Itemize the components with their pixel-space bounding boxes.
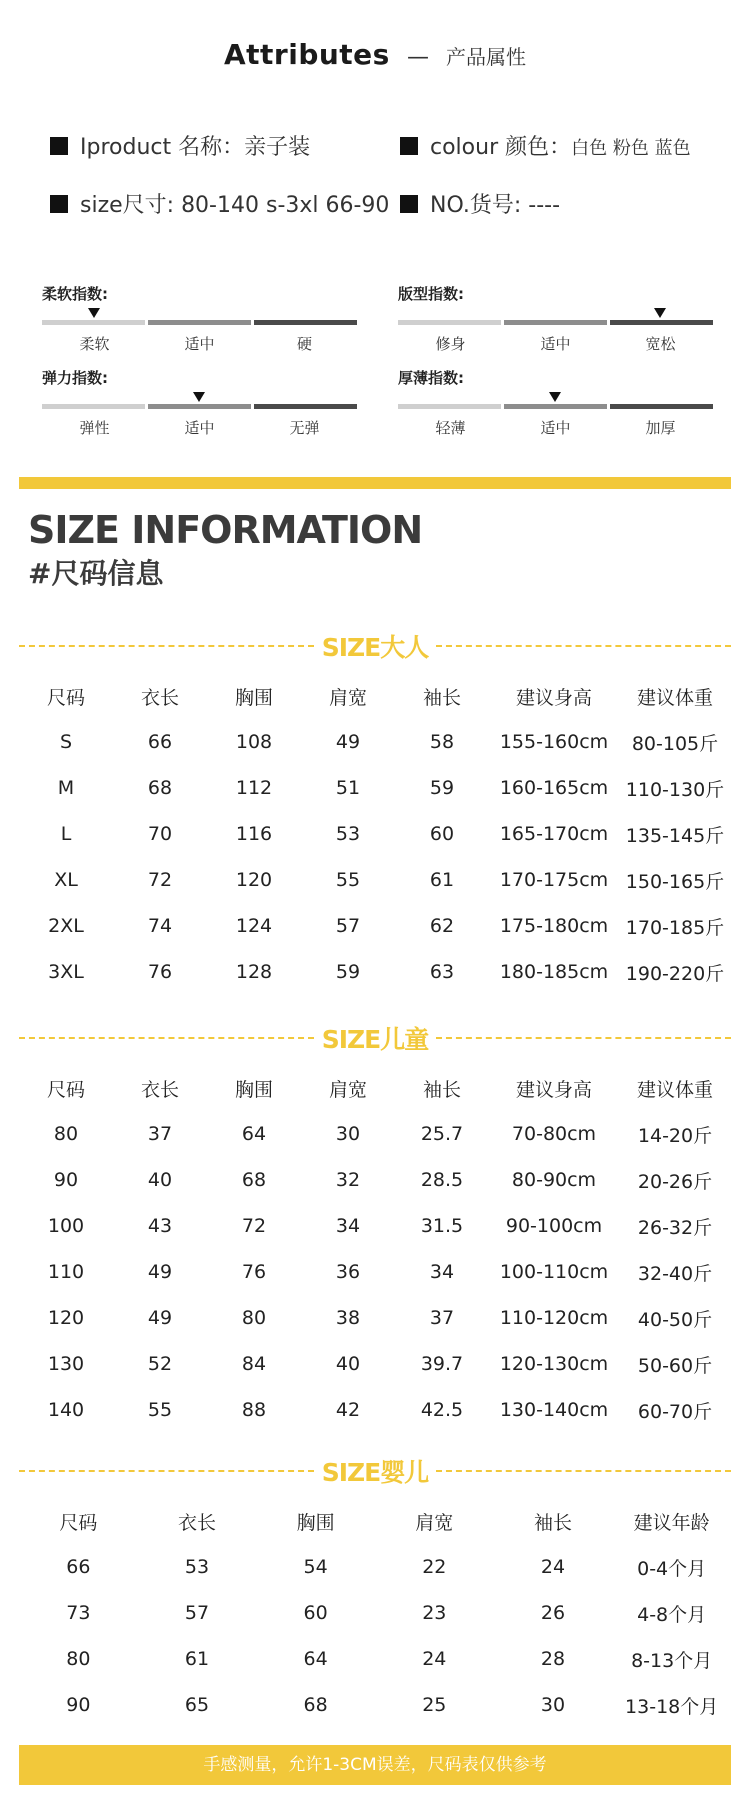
baby-size-table — [19, 1498, 731, 1728]
table-row — [19, 1387, 731, 1433]
table-cell: L — [60, 823, 72, 845]
table-cell: 55 — [335, 869, 361, 891]
table-cell: 120 — [235, 869, 273, 891]
table-cell: 120-130cm — [499, 1353, 609, 1375]
attribute-product-text: Iproduct 名称：亲子装 — [80, 135, 311, 160]
table-cell: 65 — [184, 1694, 210, 1716]
table-cell: 135-145斤 — [625, 824, 725, 847]
measurement-note-bar: 手感测量，允许1-3CM误差，尺码表仅供参考 — [19, 1745, 731, 1785]
table-cell: 63 — [429, 961, 455, 983]
table-header-cell: 胸围 — [296, 1511, 335, 1534]
table-header-cell: 胸围 — [234, 1078, 273, 1101]
index-fit — [398, 283, 713, 353]
table-header-cell: 建议体重 — [636, 686, 713, 709]
table-cell: 8-13个月 — [631, 1649, 713, 1672]
index-label: 厚薄指数: — [398, 369, 464, 387]
index-thickness — [398, 367, 713, 437]
attribute-colour-values: 白色 粉色 蓝色 — [571, 138, 691, 159]
table-cell: 26-32斤 — [637, 1216, 713, 1239]
attribute-number-text: NO.货号: ---- — [430, 193, 561, 218]
section-divider-child — [19, 1023, 731, 1053]
table-cell: 155-160cm — [499, 731, 609, 753]
table-cell: 90-100cm — [505, 1215, 603, 1237]
attribute-size — [50, 188, 389, 219]
table-row — [19, 811, 731, 857]
table-cell: 110 — [47, 1261, 85, 1283]
table-header-cell: 肩宽 — [415, 1511, 454, 1534]
table-header-cell: 尺码 — [46, 1078, 85, 1101]
table-cell: 52 — [147, 1353, 173, 1375]
index-option: 轻薄 — [435, 419, 466, 437]
index-option: 适中 — [540, 335, 571, 353]
table-row — [19, 1111, 731, 1157]
table-cell: 54 — [303, 1556, 328, 1578]
attributes-title-dash: — — [406, 45, 429, 70]
table-header-cell: 袖长 — [422, 1078, 461, 1101]
table-cell: 28.5 — [420, 1169, 464, 1191]
table-cell: M — [57, 777, 75, 799]
selected-marker-icon — [88, 308, 100, 318]
table-cell: 80 — [241, 1307, 267, 1329]
index-option: 修身 — [435, 335, 466, 353]
table-cell: 59 — [429, 777, 455, 799]
table-cell: 190-220斤 — [625, 962, 725, 985]
table-row — [19, 1295, 731, 1341]
table-cell: 43 — [147, 1215, 173, 1237]
attributes-title — [0, 38, 750, 71]
index-option: 适中 — [184, 419, 215, 437]
section-label-baby: SIZE婴儿 — [321, 1458, 429, 1487]
table-row — [19, 1157, 731, 1203]
child-size-table — [19, 1065, 731, 1433]
table-cell: 30 — [335, 1123, 361, 1145]
index-options — [42, 417, 357, 438]
size-information-subheading: #尺码信息 — [28, 557, 164, 590]
table-cell: 23 — [422, 1602, 447, 1624]
index-option: 宽松 — [645, 335, 676, 353]
table-cell: 150-165斤 — [625, 870, 725, 893]
table-cell: 30 — [540, 1694, 566, 1716]
index-option: 柔软 — [79, 335, 110, 353]
table-cell: 116 — [235, 823, 273, 845]
table-cell: 84 — [241, 1353, 267, 1375]
table-row — [19, 1341, 731, 1387]
table-header-cell: 建议身高 — [515, 1078, 592, 1101]
table-cell: 32 — [335, 1169, 361, 1191]
table-cell: 70 — [147, 823, 173, 845]
table-cell: 57 — [184, 1602, 210, 1624]
index-label: 柔软指数: — [42, 285, 108, 303]
table-cell: 72 — [241, 1215, 267, 1237]
selected-marker-icon — [549, 392, 561, 402]
square-bullet-icon — [50, 195, 68, 213]
table-cell: 58 — [429, 731, 455, 753]
section-divider-baby — [19, 1456, 731, 1486]
attribute-colour — [400, 130, 691, 161]
index-label: 弹力指数: — [42, 369, 108, 387]
table-cell: 120 — [47, 1307, 85, 1329]
table-cell: 25.7 — [420, 1123, 464, 1145]
table-cell: 49 — [147, 1307, 173, 1329]
square-bullet-icon — [400, 195, 418, 213]
attribute-number — [400, 188, 560, 219]
table-cell: 0-4个月 — [637, 1557, 707, 1580]
index-option: 硬 — [296, 335, 312, 353]
table-cell: 22 — [422, 1556, 447, 1578]
section-label-adult: SIZE大人 — [321, 633, 429, 662]
table-row — [19, 765, 731, 811]
table-row — [19, 719, 731, 765]
table-cell: 130-140cm — [499, 1399, 609, 1421]
table-cell: 49 — [335, 731, 361, 753]
attribute-size-text: size尺寸: 80-140 s-3xl 66-90 — [80, 193, 390, 218]
table-cell: 80 — [66, 1648, 91, 1670]
table-cell: 57 — [335, 915, 361, 937]
index-bar — [42, 320, 357, 325]
table-cell: 64 — [303, 1648, 328, 1670]
table-cell: 70-80cm — [511, 1123, 597, 1145]
table-cell: 64 — [241, 1123, 267, 1145]
table-header-cell: 尺码 — [46, 686, 85, 709]
table-cell: 59 — [335, 961, 361, 983]
table-cell: 26 — [540, 1602, 566, 1624]
section-divider-adult — [19, 631, 731, 661]
index-softness — [42, 283, 357, 353]
table-cell: 80-90cm — [511, 1169, 597, 1191]
table-header-row — [19, 1065, 731, 1111]
index-options — [42, 333, 357, 354]
table-cell: 160-165cm — [499, 777, 609, 799]
selected-marker-icon — [193, 392, 205, 402]
index-option: 加厚 — [645, 419, 676, 437]
table-cell: 28 — [540, 1648, 566, 1670]
table-cell: 51 — [335, 777, 361, 799]
table-cell: 34 — [429, 1261, 455, 1283]
adult-size-table — [19, 673, 731, 995]
table-cell: 80 — [53, 1123, 79, 1145]
table-cell: 13-18个月 — [625, 1695, 719, 1718]
table-cell: 74 — [147, 915, 173, 937]
table-cell: 20-26斤 — [637, 1170, 713, 1193]
table-cell: 14-20斤 — [637, 1124, 713, 1147]
table-cell: 40-50斤 — [637, 1308, 713, 1331]
table-cell: 124 — [235, 915, 273, 937]
table-header-cell: 肩宽 — [328, 686, 367, 709]
table-row — [19, 1544, 731, 1590]
table-row — [19, 949, 731, 995]
table-cell: 49 — [147, 1261, 173, 1283]
table-cell: XL — [54, 869, 78, 891]
table-cell: 72 — [147, 869, 173, 891]
table-row — [19, 1636, 731, 1682]
table-cell: 24 — [422, 1648, 447, 1670]
table-cell: 60 — [429, 823, 455, 845]
table-row — [19, 1203, 731, 1249]
table-header-cell: 衣长 — [177, 1511, 216, 1534]
table-cell: 37 — [147, 1123, 173, 1145]
table-cell: 40 — [147, 1169, 173, 1191]
index-option: 无弹 — [289, 419, 320, 437]
table-cell: 40 — [335, 1353, 361, 1375]
size-information-heading: SIZE INFORMATION — [28, 508, 423, 552]
table-cell: 76 — [241, 1261, 267, 1283]
table-cell: 36 — [335, 1261, 361, 1283]
table-header-cell: 袖长 — [533, 1511, 572, 1534]
table-cell: 130 — [47, 1353, 85, 1375]
index-elasticity — [42, 367, 357, 437]
table-cell: 76 — [147, 961, 173, 983]
table-cell: 90 — [53, 1169, 79, 1191]
section-label-child: SIZE儿童 — [321, 1025, 429, 1054]
square-bullet-icon — [50, 137, 68, 155]
table-cell: 2XL — [48, 915, 84, 937]
table-cell: 61 — [184, 1648, 210, 1670]
attributes-title-cn: 产品属性 — [446, 45, 527, 69]
table-cell: 170-175cm — [499, 869, 609, 891]
table-cell: 140 — [47, 1399, 85, 1421]
table-cell: 32-40斤 — [637, 1262, 713, 1285]
table-cell: 61 — [429, 869, 455, 891]
table-cell: 4-8个月 — [637, 1603, 707, 1626]
table-cell: 128 — [235, 961, 273, 983]
table-cell: 34 — [335, 1215, 361, 1237]
table-cell: 170-185斤 — [625, 916, 725, 939]
table-cell: 180-185cm — [499, 961, 609, 983]
square-bullet-icon — [400, 137, 418, 155]
table-row — [19, 857, 731, 903]
table-header-row — [19, 673, 731, 719]
table-cell: 25 — [422, 1694, 447, 1716]
table-cell: 165-170cm — [499, 823, 609, 845]
table-cell: 60-70斤 — [637, 1400, 713, 1423]
table-cell: 90 — [66, 1694, 91, 1716]
table-header-cell: 建议体重 — [636, 1078, 713, 1101]
table-cell: 24 — [540, 1556, 566, 1578]
table-row — [19, 1590, 731, 1636]
table-cell: 38 — [335, 1307, 361, 1329]
table-cell: S — [59, 731, 73, 753]
table-header-row — [19, 1498, 731, 1544]
table-cell: 53 — [335, 823, 361, 845]
index-bar — [42, 404, 357, 409]
index-option: 适中 — [184, 335, 215, 353]
table-cell: 66 — [66, 1556, 91, 1578]
table-cell: 39.7 — [420, 1353, 464, 1375]
index-label: 版型指数: — [398, 285, 464, 303]
table-cell: 110-130斤 — [625, 778, 725, 801]
index-options — [398, 417, 713, 438]
index-option: 适中 — [540, 419, 571, 437]
index-options — [398, 333, 713, 354]
table-cell: 3XL — [48, 961, 84, 983]
table-header-cell: 袖长 — [422, 686, 461, 709]
table-cell: 100-110cm — [499, 1261, 609, 1283]
table-header-cell: 建议身高 — [515, 686, 592, 709]
table-cell: 88 — [241, 1399, 267, 1421]
table-cell: 37 — [429, 1307, 455, 1329]
attribute-product — [50, 130, 310, 161]
selected-marker-icon — [654, 308, 666, 318]
table-cell: 100 — [47, 1215, 85, 1237]
table-cell: 68 — [241, 1169, 267, 1191]
table-cell: 110-120cm — [499, 1307, 609, 1329]
table-cell: 108 — [235, 731, 273, 753]
table-header-cell: 肩宽 — [328, 1078, 367, 1101]
index-option: 弹性 — [79, 419, 110, 437]
table-cell: 55 — [147, 1399, 173, 1421]
table-cell: 112 — [235, 777, 273, 799]
table-header-cell: 尺码 — [59, 1511, 98, 1534]
table-header-cell: 胸围 — [234, 686, 273, 709]
table-cell: 68 — [303, 1694, 328, 1716]
table-cell: 53 — [184, 1556, 210, 1578]
table-cell: 42.5 — [420, 1399, 464, 1421]
table-cell: 31.5 — [420, 1215, 464, 1237]
index-bar — [398, 404, 713, 409]
table-row — [19, 1682, 731, 1728]
table-cell: 62 — [429, 915, 455, 937]
table-cell: 42 — [335, 1399, 361, 1421]
attributes-title-en: Attributes — [223, 38, 390, 71]
table-header-cell: 衣长 — [140, 1078, 179, 1101]
yellow-divider — [19, 477, 731, 489]
attribute-colour-label: colour 颜色： — [430, 135, 572, 160]
table-cell: 60 — [303, 1602, 328, 1624]
table-row — [19, 903, 731, 949]
table-cell: 50-60斤 — [637, 1354, 713, 1377]
table-cell: 73 — [66, 1602, 91, 1624]
table-header-cell: 建议年龄 — [633, 1511, 710, 1534]
table-cell: 80-105斤 — [631, 732, 719, 755]
table-row — [19, 1249, 731, 1295]
table-cell: 66 — [147, 731, 173, 753]
table-cell: 175-180cm — [499, 915, 609, 937]
table-header-cell: 衣长 — [140, 686, 179, 709]
index-bar — [398, 320, 713, 325]
table-cell: 68 — [147, 777, 173, 799]
